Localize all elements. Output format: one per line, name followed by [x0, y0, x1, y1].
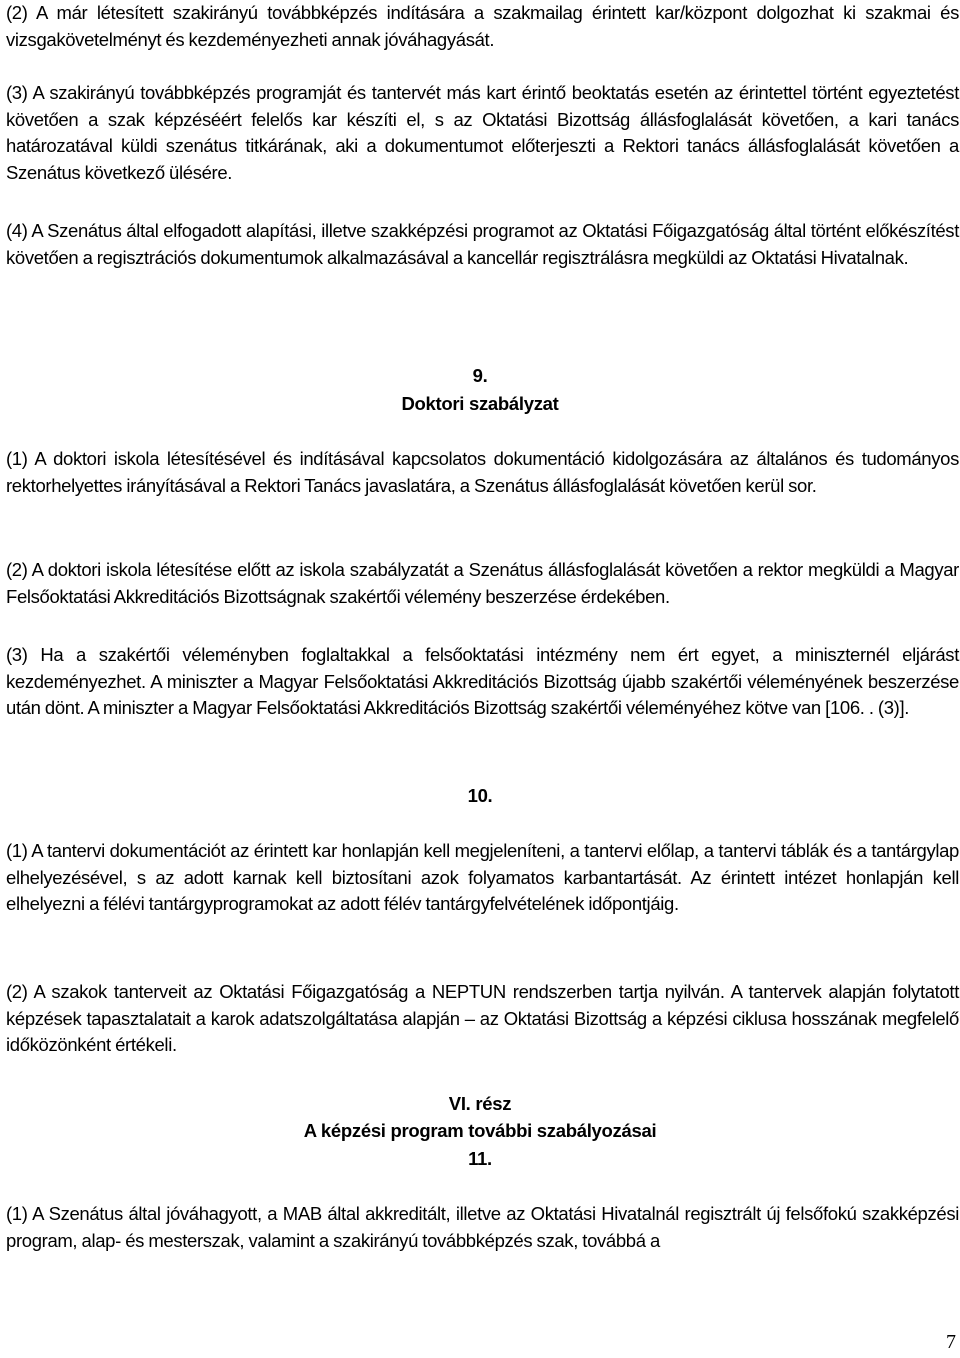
paragraph-11-1: (1) A Szenátus által jóváhagyott, a MAB által akkreditált, illetve az Oktatási Hivatalnál regisztrált új felsőfokú szakképzési program, alap- és mesterszak, valamint a szakirányú továbbképzés szak, továbbá a: [6, 1203, 959, 1251]
paragraph-9-1: (1) A doktori iskola létesítésével és indításával kapcsolatos dokumentáció kidolgozására az általános és tudományos rektorhelyettes irányításával a Rektori Tanács javaslatára, a Szenátus állásfoglalását követően kerül sor.: [6, 448, 959, 496]
part-vi-title: A képzési program további szabályozásai: [303, 1120, 657, 1141]
section-9-number: 9.: [472, 365, 488, 386]
paragraph-8-3: (3) A szakirányú továbbképzés programját és tantervét más kart érintő beoktatás esetén az érintettel történt egyeztetést követően a szak képzéséért felelős kar készíti el, s az Oktatási Bizottság állásfoglalását követően, a kari tanács határozatával küldi szenátus titkárának, aki a dokumentumot előterjeszti a Rektori tanács állásfoglalását követően a Szenátus következő ülésére.: [6, 82, 959, 183]
page-number: 7: [946, 1331, 956, 1353]
paragraph-10-2: (2) A szakok tanterveit az Oktatási Főigazgatóság a NEPTUN rendszerben tartja nyilván. A tantervek alapján folytatott képzések tapasztalatait a karok adatszolgáltatása alapján – az Oktatási Bizottság a képzési ciklusa hosszának megfelelő időközönként értékeli.: [6, 981, 959, 1055]
paragraph-9-2: (2) A doktori iskola létesítése előtt az iskola szabályzatát a Szenátus állásfoglalását követően a rektor megküldi a Magyar Felsőoktatási Akkreditációs Bizottságnak szakértői vélemény beszerzése érdekében.: [6, 559, 959, 607]
section-9-title: Doktori szabályzat: [401, 393, 559, 414]
paragraph-8-4: (4) A Szenátus által elfogadott alapítási, illetve szakképzési programot az Oktatási Főigazgatóság által történt előkészítést követően a regisztrációs dokumentumok alkalmazásával a kancellár regisztrálásra megküldi az Oktatási Hivatalnak.: [6, 220, 959, 268]
section-10-number: 10.: [467, 785, 493, 806]
paragraph-8-2: (2) A már létesített szakirányú továbbképzés indítására a szakmailag érintett kar/központ dolgozhat ki szakmai és vizsgakövetelményt és kezdeményezheti annak jóváhagyását.: [6, 2, 959, 50]
paragraph-10-1: (1) A tantervi dokumentációt az érintett kar honlapján kell megjeleníteni, a tantervi előlap, a tantervi táblák és a tantárgylap elhelyezésével, s az adott karnak kell biztosítani azok folyamatos karbantartását. Az érintett intézet honlapján kell elhelyezni a félévi tantárgyprogramokat az adott félév tantárgyfelvételének időpontjáig.: [6, 840, 959, 914]
section-11-number: 11.: [468, 1148, 492, 1169]
part-vi-heading: VI. rész: [448, 1093, 512, 1114]
paragraph-9-3: (3) Ha a szakértői véleményben foglaltakkal a felsőoktatási intézmény nem ért egyet, a miniszternél eljárást kezdeményezhet. A miniszter a Magyar Felsőoktatási Akkreditációs Bizottság újabb szakértői véleményének beszerzése után dönt. A miniszter a Magyar Felsőoktatási Akkreditációs Bizottság szakértői véleményéhez kötve van [106. . (3)].: [6, 644, 959, 718]
